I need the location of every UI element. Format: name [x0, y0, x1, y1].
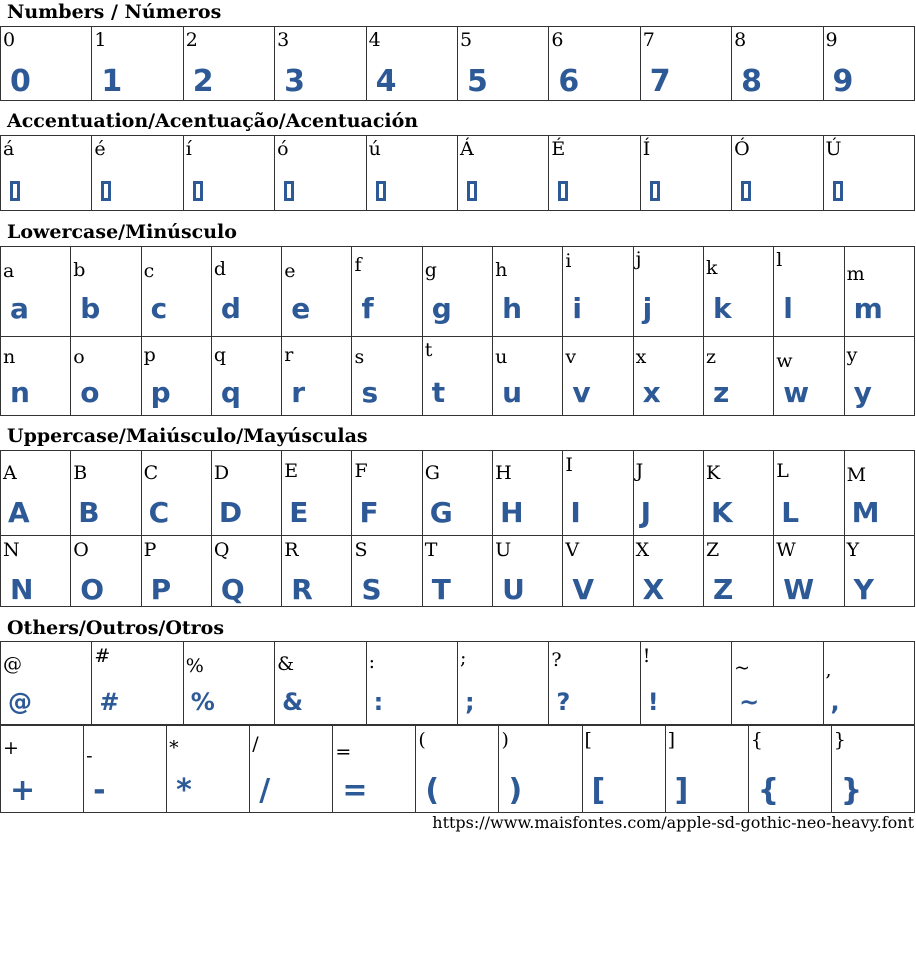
glyph-label: 9	[825, 29, 838, 51]
glyph-label: ú	[368, 138, 381, 160]
glyph-cell-lower_row2-y	[844, 337, 914, 416]
glyph-cell-others_row2-close-paren	[499, 726, 582, 813]
glyph-cell-lower_row2-z	[703, 337, 773, 416]
glyph-sample: n	[10, 376, 30, 409]
glyph-label: L	[776, 460, 789, 482]
glyph-cell-lower_row2-w	[774, 337, 844, 416]
glyph-sample: S	[361, 573, 382, 606]
glyph-label: &	[277, 653, 295, 675]
glyph-label: N	[3, 539, 20, 561]
glyph-sample: z	[712, 376, 730, 409]
glyph-sample: ]	[674, 773, 689, 808]
glyph-label: C	[143, 462, 159, 484]
glyph-cell-numbers-8	[732, 27, 823, 101]
glyph-cell-others_row1-tilde	[732, 642, 823, 725]
glyph-sample: ;	[464, 688, 475, 716]
missing-glyph-box-icon	[10, 181, 20, 201]
missing-glyph-box-icon	[376, 181, 386, 201]
glyph-label: R	[284, 539, 299, 561]
glyph-label: 5	[459, 29, 473, 51]
glyph-label: o	[73, 346, 85, 368]
glyph-label: h	[495, 259, 508, 281]
glyph-sample: l	[783, 292, 793, 325]
missing-glyph-box-icon	[741, 181, 751, 201]
glyph-cell-lower_row2-v	[563, 337, 633, 416]
section-title-numbers: Numbers / Números	[7, 1, 222, 23]
glyph-label: W	[776, 539, 796, 561]
glyph-sample: y	[853, 376, 872, 409]
glyph-cell-upper_row2-upper-r	[282, 536, 352, 607]
uppercase-table	[0, 450, 915, 607]
glyph-cell-numbers-4	[366, 27, 457, 101]
glyph-label: S	[354, 539, 368, 561]
glyph-label: F	[354, 460, 368, 482]
glyph-cell-lower_row1-g	[422, 247, 492, 337]
glyph-sample: V	[572, 573, 595, 606]
glyph-cell-lower_row1-l	[774, 247, 844, 337]
missing-glyph-box-icon	[101, 181, 111, 201]
glyph-sample: T	[431, 573, 451, 606]
glyph-cell-numbers-5	[457, 27, 548, 101]
glyph-label: X	[635, 539, 650, 561]
glyph-cell-upper_row1-upper-j	[633, 451, 703, 536]
glyph-cell-others_row1-hash	[92, 642, 183, 725]
accents-table	[0, 135, 915, 211]
glyph-cell-upper_row2-upper-q	[211, 536, 281, 607]
glyph-cell-lower_row1-c	[141, 247, 211, 337]
glyph-label: m	[846, 263, 865, 285]
glyph-label: [	[584, 729, 592, 751]
glyph-sample: {	[757, 773, 780, 808]
glyph-cell-others_row2-close-bracket	[665, 726, 748, 813]
glyph-sample: 0	[10, 64, 31, 99]
glyph-cell-accents-char-8	[732, 136, 823, 211]
glyph-sample: 1	[101, 64, 123, 99]
glyph-cell-lower_row2-o	[71, 337, 141, 416]
glyph-label: K	[705, 462, 721, 484]
glyph-sample: }	[840, 773, 863, 808]
glyph-cell-lower_row2-p	[141, 337, 211, 416]
glyph-cell-upper_row1-upper-k	[703, 451, 773, 536]
glyph-sample: d	[220, 292, 241, 325]
glyph-label: a	[3, 260, 15, 282]
glyph-sample: Q	[220, 573, 245, 606]
glyph-label: V	[565, 539, 580, 561]
missing-glyph-box-icon	[193, 181, 203, 201]
glyph-label: Ó	[734, 138, 750, 160]
glyph-label: 7	[642, 29, 655, 51]
glyph-label: f	[354, 254, 362, 276]
glyph-label: p	[143, 344, 156, 366]
glyph-label: 3	[277, 29, 290, 51]
glyph-label: @	[3, 653, 22, 675]
glyph-label: d	[213, 258, 227, 280]
glyph-cell-upper_row2-upper-o	[71, 536, 141, 607]
missing-glyph-box-icon	[284, 181, 294, 201]
glyph-sample: a	[10, 292, 29, 325]
glyph-label: H	[495, 462, 512, 484]
glyph-label: n	[3, 346, 16, 368]
glyph-sample: *	[176, 773, 192, 808]
glyph-sample: w	[783, 376, 810, 409]
glyph-cell-upper_row2-upper-s	[352, 536, 422, 607]
glyph-sample: A	[8, 496, 30, 529]
glyph-label: P	[143, 539, 157, 561]
glyph-sample: &	[282, 688, 304, 716]
lowercase-table	[0, 246, 915, 416]
glyph-label: ]	[667, 729, 676, 751]
glyph-sample: 4	[375, 64, 397, 99]
glyph-cell-upper_row1-upper-e	[282, 451, 352, 536]
glyph-label: Q	[213, 539, 230, 561]
glyph-label: r	[284, 344, 294, 366]
glyph-sample: [	[591, 773, 606, 808]
glyph-cell-lower_row1-e	[282, 247, 352, 337]
glyph-label: 1	[94, 29, 107, 51]
glyph-sample: j	[642, 292, 653, 325]
glyph-cell-numbers-3	[275, 27, 366, 101]
section-title-accents: Accentuation/Acentuação/Acentuación	[7, 110, 419, 132]
glyph-sample: H	[500, 496, 524, 529]
glyph-label: (	[418, 729, 426, 751]
glyph-label: b	[73, 259, 86, 281]
glyph-label: É	[551, 138, 566, 160]
glyph-cell-numbers-0	[1, 27, 92, 101]
glyph-label: á	[3, 138, 15, 160]
glyph-sample: K	[710, 496, 733, 529]
glyph-label: q	[213, 344, 227, 366]
missing-glyph-box-icon	[558, 181, 568, 201]
glyph-label: t	[424, 339, 433, 361]
glyph-label: /	[252, 733, 259, 755]
glyph-sample: D	[218, 496, 243, 529]
glyph-cell-lower_row2-r	[282, 337, 352, 416]
glyph-cell-lower_row2-q	[211, 337, 281, 416]
glyph-cell-others_row2-slash	[250, 726, 333, 813]
glyph-label: ?	[551, 649, 562, 671]
glyph-label: ó	[277, 138, 289, 160]
glyph-label: +	[3, 737, 19, 759]
glyph-sample: i	[572, 292, 582, 325]
glyph-cell-upper_row1-upper-d	[211, 451, 281, 536]
glyph-sample: 2	[192, 64, 214, 99]
glyph-sample: 6	[558, 64, 580, 99]
glyph-sample: g	[431, 292, 452, 325]
glyph-label: M	[846, 464, 867, 486]
glyph-cell-lower_row1-k	[703, 247, 773, 337]
glyph-cell-accents-char-0	[1, 136, 92, 211]
glyph-sample: Y	[853, 573, 874, 606]
glyph-label: u	[495, 346, 508, 368]
glyph-sample: o	[80, 376, 100, 409]
glyph-cell-lower_row1-h	[493, 247, 563, 337]
glyph-sample: !	[647, 688, 659, 716]
glyph-label: :	[368, 651, 375, 673]
glyph-sample: c	[150, 292, 168, 325]
glyph-label: )	[501, 729, 509, 751]
source-url: https://www.maisfontes.com/apple-sd-gothic-neo-heavy.font	[432, 813, 914, 832]
glyph-cell-lower_row2-t	[422, 337, 492, 416]
glyph-label: í	[185, 138, 192, 160]
glyph-sample: C	[148, 496, 170, 529]
glyph-cell-lower_row1-f	[352, 247, 422, 337]
glyph-cell-lower_row1-b	[71, 247, 141, 337]
glyph-sample: 9	[832, 64, 854, 99]
glyph-sample: M	[851, 496, 880, 529]
glyph-cell-upper_row1-upper-b	[71, 451, 141, 536]
glyph-cell-numbers-7	[640, 27, 731, 101]
glyph-label: k	[705, 257, 718, 279]
glyph-sample: F	[359, 496, 379, 529]
glyph-label: D	[213, 462, 230, 484]
glyph-cell-upper_row2-upper-n	[1, 536, 71, 607]
glyph-cell-lower_row2-u	[493, 337, 563, 416]
others-table-2	[0, 725, 915, 813]
glyph-sample: Z	[712, 573, 734, 606]
glyph-cell-others_row1-ampersand	[275, 642, 366, 725]
glyph-label: 6	[551, 29, 564, 51]
glyph-label: G	[424, 462, 440, 484]
glyph-cell-upper_row1-upper-i	[563, 451, 633, 536]
missing-glyph-box-icon	[467, 181, 477, 201]
glyph-cell-accents-char-2	[183, 136, 274, 211]
glyph-label: 0	[3, 29, 16, 51]
glyph-cell-accents-char-1	[92, 136, 183, 211]
missing-glyph-box-icon	[650, 181, 660, 201]
glyph-cell-upper_row2-upper-w	[774, 536, 844, 607]
glyph-sample: L	[781, 496, 800, 529]
glyph-sample: m	[853, 292, 883, 325]
glyph-cell-others_row2-open-brace	[748, 726, 831, 813]
glyph-label: 4	[368, 29, 381, 51]
glyph-cell-others_row1-colon	[366, 642, 457, 725]
glyph-cell-others_row2-open-bracket	[582, 726, 665, 813]
glyph-sample: -	[93, 773, 106, 808]
glyph-label: j	[635, 248, 642, 270]
glyph-sample: h	[502, 292, 523, 325]
section-title-lowercase: Lowercase/Minúsculo	[7, 221, 237, 243]
glyph-label: T	[424, 539, 438, 561]
glyph-sample: U	[502, 573, 525, 606]
glyph-label: Í	[642, 138, 651, 160]
section-title-uppercase: Uppercase/Maiúsculo/Mayúsculas	[7, 425, 368, 447]
glyph-cell-lower_row2-x	[633, 337, 703, 416]
glyph-cell-lower_row1-a	[1, 247, 71, 337]
glyph-cell-others_row1-question-mark	[549, 642, 640, 725]
glyph-cell-upper_row2-upper-x	[633, 536, 703, 607]
glyph-label: #	[94, 645, 111, 667]
glyph-sample: :	[373, 688, 384, 716]
glyph-sample: p	[150, 376, 171, 409]
glyph-sample: 3	[284, 64, 306, 99]
glyph-label: y	[846, 344, 858, 366]
glyph-cell-numbers-1	[92, 27, 183, 101]
glyph-sample: t	[431, 376, 446, 409]
glyph-cell-upper_row1-upper-f	[352, 451, 422, 536]
glyph-label: g	[424, 259, 437, 281]
glyph-label: ;	[459, 647, 467, 669]
glyph-cell-accents-char-5	[457, 136, 548, 211]
glyph-sample: q	[220, 376, 241, 409]
glyph-cell-lower_row1-i	[563, 247, 633, 337]
glyph-sample: #	[99, 688, 120, 716]
glyph-sample: +	[10, 773, 36, 808]
glyph-sample: /	[259, 773, 271, 808]
glyph-sample: f	[361, 292, 374, 325]
glyph-label: w	[776, 350, 793, 372]
glyph-sample: R	[291, 573, 313, 606]
glyph-sample: W	[783, 573, 815, 606]
glyph-cell-upper_row1-upper-c	[141, 451, 211, 536]
missing-glyph-box-icon	[833, 181, 843, 201]
glyph-label: é	[94, 138, 106, 160]
glyph-cell-others_row1-percent	[183, 642, 274, 725]
glyph-sample: k	[712, 292, 732, 325]
glyph-cell-upper_row2-upper-v	[563, 536, 633, 607]
glyph-label: %	[185, 655, 204, 677]
glyph-label: *	[169, 737, 179, 759]
glyph-label: ~	[734, 657, 751, 679]
glyph-cell-others_row1-semicolon	[457, 642, 548, 725]
glyph-cell-upper_row1-upper-m	[844, 451, 914, 536]
section-title-others: Others/Outros/Otros	[7, 617, 225, 639]
glyph-cell-others_row1-comma	[823, 642, 914, 725]
glyph-label: s	[354, 346, 365, 368]
glyph-cell-upper_row2-upper-t	[422, 536, 492, 607]
glyph-cell-others_row2-minus	[84, 726, 167, 813]
glyph-sample: 8	[741, 64, 762, 99]
glyph-cell-lower_row2-n	[1, 337, 71, 416]
glyph-sample: 7	[649, 64, 671, 99]
glyph-label: U	[495, 539, 512, 561]
glyph-cell-lower_row1-d	[211, 247, 281, 337]
glyph-cell-others_row1-at	[1, 642, 92, 725]
glyph-label: !	[642, 645, 651, 667]
glyph-label: J	[635, 460, 644, 482]
glyph-label: c	[143, 260, 155, 282]
glyph-sample: u	[502, 376, 523, 409]
glyph-label: E	[284, 460, 299, 482]
glyph-cell-upper_row1-upper-a	[1, 451, 71, 536]
glyph-cell-others_row2-close-brace	[831, 726, 914, 813]
numbers-table	[0, 26, 915, 101]
glyph-cell-upper_row2-upper-p	[141, 536, 211, 607]
glyph-cell-upper_row1-upper-l	[774, 451, 844, 536]
glyph-label: Ú	[825, 138, 842, 160]
glyph-sample: N	[10, 573, 34, 606]
glyph-label: e	[284, 260, 296, 282]
glyph-label: B	[73, 462, 88, 484]
glyph-cell-others_row2-asterisk	[167, 726, 250, 813]
glyph-cell-upper_row1-upper-h	[493, 451, 563, 536]
glyph-label: v	[565, 346, 577, 368]
glyph-sample: s	[361, 376, 379, 409]
glyph-label: {	[750, 729, 763, 751]
glyph-label: l	[776, 249, 783, 271]
glyph-label: Z	[705, 539, 720, 561]
glyph-cell-accents-char-3	[275, 136, 366, 211]
glyph-cell-upper_row2-upper-u	[493, 536, 563, 607]
glyph-sample: @	[8, 688, 32, 716]
glyph-sample: P	[150, 573, 172, 606]
glyph-label: =	[335, 741, 352, 763]
glyph-label: i	[565, 250, 572, 272]
glyph-cell-numbers-6	[549, 27, 640, 101]
glyph-label: 2	[185, 29, 198, 51]
glyph-sample: %	[190, 688, 215, 716]
glyph-label: 8	[734, 29, 747, 51]
glyph-sample: G	[429, 496, 453, 529]
glyph-cell-lower_row2-s	[352, 337, 422, 416]
glyph-cell-accents-char-9	[823, 136, 914, 211]
glyph-cell-accents-char-6	[549, 136, 640, 211]
glyph-label: O	[73, 539, 89, 561]
glyph-label: z	[705, 346, 716, 368]
glyph-cell-upper_row2-upper-z	[703, 536, 773, 607]
glyph-sample: B	[78, 496, 100, 529]
glyph-cell-numbers-9	[823, 27, 914, 101]
glyph-sample: e	[291, 292, 311, 325]
glyph-cell-numbers-2	[183, 27, 274, 101]
glyph-sample: ~	[739, 688, 760, 716]
glyph-cell-others_row2-equals	[333, 726, 416, 813]
glyph-label: ,	[825, 659, 832, 681]
glyph-sample: x	[642, 376, 661, 409]
glyph-label: }	[833, 729, 846, 751]
glyph-sample: )	[508, 773, 523, 808]
glyph-cell-upper_row2-upper-y	[844, 536, 914, 607]
glyph-label: I	[565, 454, 573, 476]
glyph-cell-others_row1-exclamation	[640, 642, 731, 725]
glyph-label: A	[3, 462, 17, 484]
glyph-sample: (	[425, 773, 440, 808]
glyph-label: Á	[459, 138, 474, 160]
others-table-1	[0, 641, 915, 725]
glyph-sample: E	[289, 496, 309, 529]
glyph-cell-others_row2-open-paren	[416, 726, 499, 813]
glyph-cell-accents-char-4	[366, 136, 457, 211]
glyph-label: x	[635, 346, 647, 368]
glyph-sample: b	[80, 292, 101, 325]
glyph-sample: X	[642, 573, 665, 606]
glyph-cell-lower_row1-j	[633, 247, 703, 337]
glyph-sample: I	[570, 496, 581, 529]
glyph-sample: v	[572, 376, 591, 409]
glyph-sample: =	[342, 773, 368, 808]
glyph-label: -	[86, 745, 93, 767]
glyph-cell-lower_row1-m	[844, 247, 914, 337]
glyph-cell-upper_row1-upper-g	[422, 451, 492, 536]
glyph-sample: ?	[556, 688, 571, 716]
glyph-cell-accents-char-7	[640, 136, 731, 211]
glyph-label: Y	[846, 539, 860, 561]
glyph-cell-others_row2-plus	[1, 726, 84, 813]
glyph-sample: J	[640, 496, 652, 529]
glyph-sample: ,	[830, 688, 840, 716]
glyph-sample: 5	[466, 64, 488, 99]
glyph-sample: r	[291, 376, 305, 409]
glyph-sample: O	[80, 573, 105, 606]
